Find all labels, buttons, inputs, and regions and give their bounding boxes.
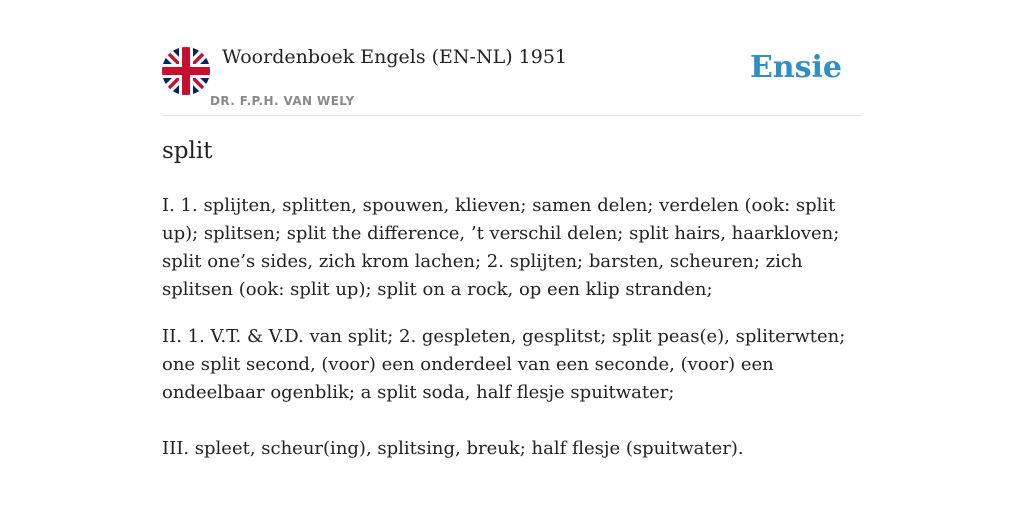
dictionary-title[interactable]: Woordenboek Engels (EN-NL) 1951: [222, 46, 567, 68]
ensie-logo[interactable]: Ensie: [749, 50, 842, 85]
entry-headword: split: [162, 138, 213, 164]
entry-sense-1: I. 1. splijten, splitten, spouwen, klieven; samen delen; verdelen (ook: split up); splitsen; split the difference, ’t verschil delen; split hairs, haarkloven; split one’s sides, zich krom lachen; 2. splijten; barsten, scheuren; zich splitsen (ook: split up); split on a rock, op een klip stranden;: [162, 195, 840, 300]
dictionary-author: DR. F.P.H. VAN WELY: [210, 94, 355, 108]
entry-sense-3: III. spleet, scheur(ing), splitsing, breuk; half flesje (spuitwater).: [162, 438, 744, 459]
uk-flag-icon: [162, 47, 210, 95]
dictionary-header: [162, 44, 862, 116]
entry-sense-2: II. 1. V.T. & V.D. van split; 2. gespleten, gesplitst; split peas(e), spliterwten; one split second, (voor) een onderdeel van een seconde, (voor) een ondeelbaar ogenblik; a split soda, half flesje spuitwater;: [162, 326, 846, 403]
